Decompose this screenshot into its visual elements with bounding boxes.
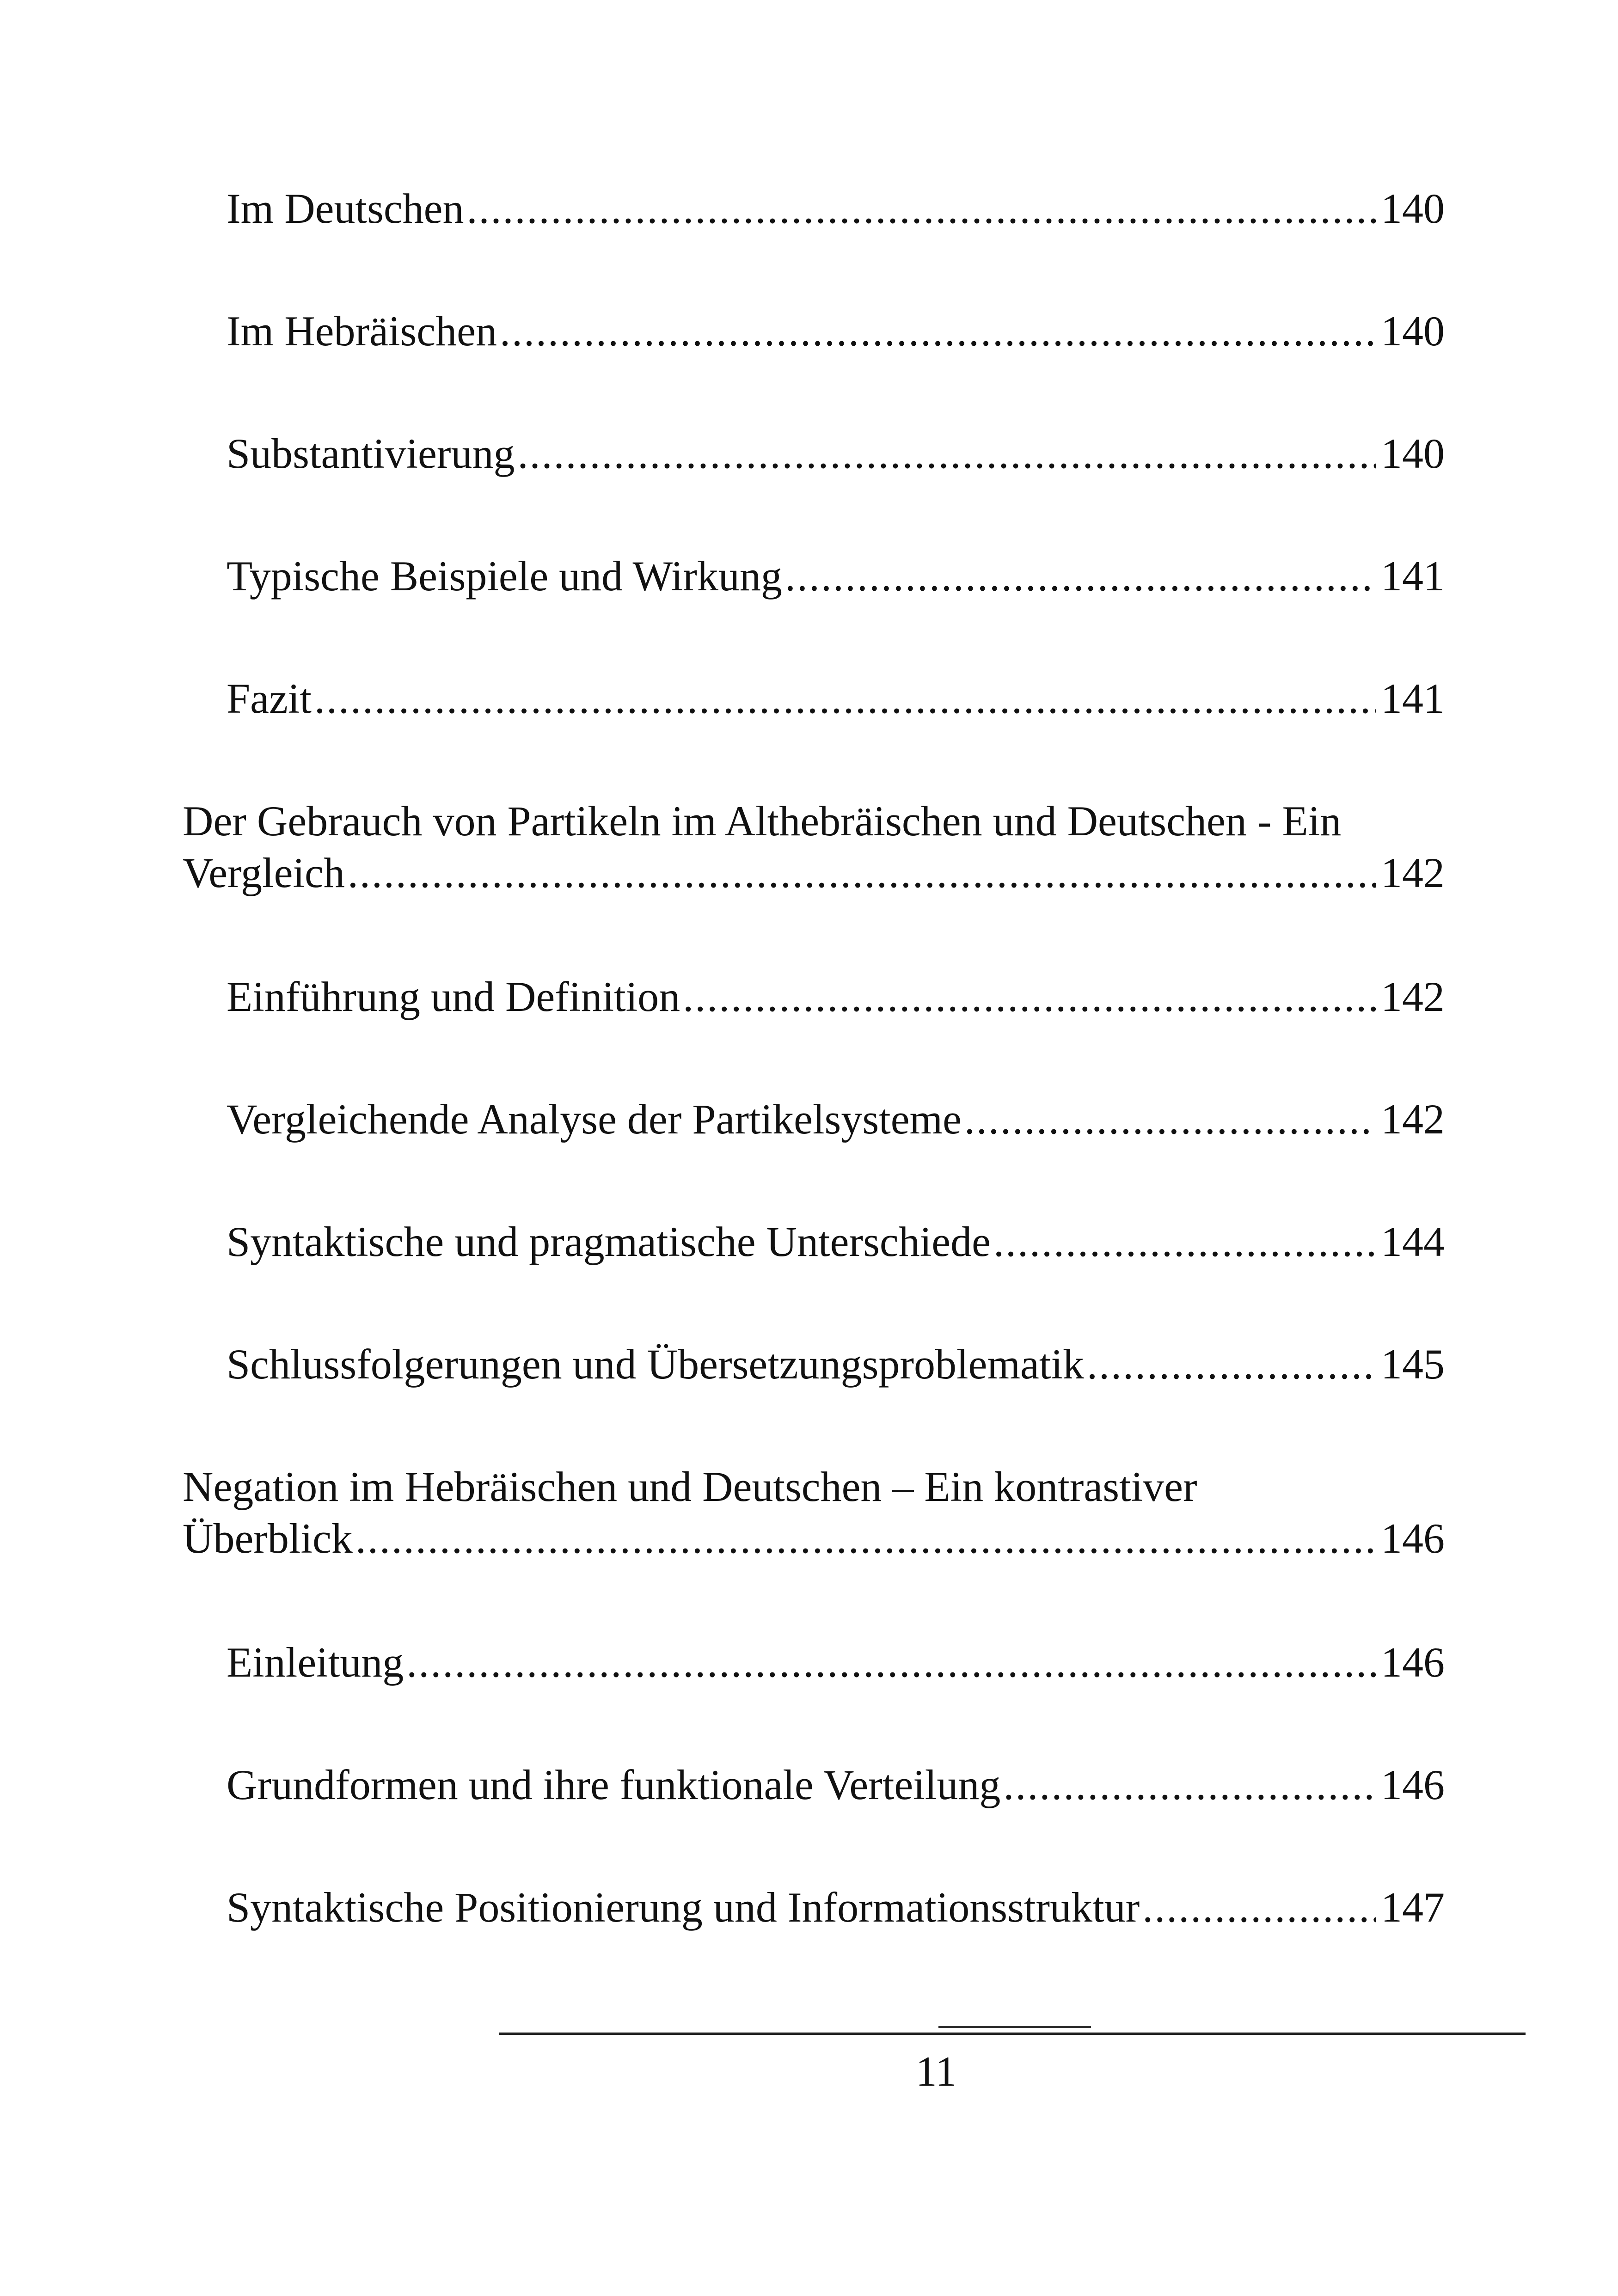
toc-entry-grundformen[interactable] bbox=[227, 1759, 1445, 1811]
page-number: 11 bbox=[915, 2048, 957, 2095]
dot-leader bbox=[314, 673, 1376, 724]
dot-leader bbox=[993, 1216, 1376, 1267]
toc-entry-schlussfolgerungen[interactable] bbox=[227, 1338, 1445, 1390]
toc-entry-typische-beispiele[interactable] bbox=[227, 550, 1445, 602]
toc-entry-title: Einführung und Definition bbox=[227, 973, 680, 1020]
dot-leader bbox=[467, 183, 1376, 234]
toc-entry-negation[interactable] bbox=[183, 1461, 1445, 1564]
toc-entry-title: Im Hebräischen bbox=[227, 307, 497, 355]
dot-leader bbox=[406, 1636, 1376, 1688]
toc-entry-page: 145 bbox=[1381, 1341, 1445, 1388]
toc-entry-title-line1: Der Gebrauch von Partikeln im Althebräischen und Deutschen - Ein bbox=[183, 797, 1342, 845]
toc-entry-syntaktische-positionierung[interactable] bbox=[227, 1881, 1445, 1933]
toc-entry-title: Schlussfolgerungen und Übersetzungsproblematik bbox=[227, 1341, 1084, 1388]
toc-entry-syntaktische-pragmatische[interactable] bbox=[227, 1216, 1445, 1267]
dot-leader bbox=[785, 550, 1376, 602]
table-of-contents bbox=[183, 0, 1445, 2080]
toc-entry-page: 140 bbox=[1381, 307, 1445, 355]
toc-entry-page: 140 bbox=[1381, 185, 1445, 232]
toc-entry-page: 147 bbox=[1381, 1884, 1445, 1931]
dot-leader bbox=[1142, 1881, 1376, 1933]
toc-entry-page: 142 bbox=[1381, 1096, 1445, 1143]
toc-entry-page: 144 bbox=[1381, 1218, 1445, 1265]
toc-entry-title: Vergleichende Analyse der Partikelsysteme bbox=[227, 1096, 962, 1143]
toc-entry-page: 140 bbox=[1381, 430, 1445, 477]
toc-entry-title-line2: Überblick bbox=[183, 1515, 353, 1562]
toc-entry-vergleichende-analyse[interactable] bbox=[227, 1093, 1445, 1145]
toc-entry-im-hebraeischen[interactable] bbox=[227, 305, 1445, 357]
dot-leader bbox=[518, 428, 1376, 479]
toc-entry-title: Einleitung bbox=[227, 1639, 404, 1686]
dot-leader bbox=[348, 847, 1376, 899]
toc-entry-title: Substantivierung bbox=[227, 430, 515, 477]
footer-divider bbox=[499, 2033, 1526, 2035]
toc-entry-title: Fazit bbox=[227, 675, 312, 722]
toc-entry-page: 146 bbox=[1381, 1761, 1445, 1808]
dot-leader bbox=[500, 305, 1376, 357]
toc-entry-einfuehrung[interactable] bbox=[227, 971, 1445, 1022]
dot-leader bbox=[355, 1512, 1376, 1564]
toc-entry-fazit[interactable] bbox=[227, 673, 1445, 724]
toc-entry-page: 142 bbox=[1381, 849, 1445, 896]
toc-entry-page: 141 bbox=[1381, 552, 1445, 600]
dot-leader bbox=[683, 971, 1376, 1022]
footer-ornament-rule bbox=[938, 2026, 1091, 2028]
toc-entry-title: Syntaktische Positionierung und Informationsstruktur bbox=[227, 1884, 1140, 1931]
toc-entry-substantivierung[interactable] bbox=[227, 428, 1445, 479]
dot-leader bbox=[1003, 1759, 1376, 1811]
toc-entry-title: Im Deutschen bbox=[227, 185, 464, 232]
toc-entry-title: Typische Beispiele und Wirkung bbox=[227, 552, 782, 600]
toc-entry-page: 141 bbox=[1381, 675, 1445, 722]
toc-entry-title-line2: Vergleich bbox=[183, 849, 345, 896]
toc-entry-gebrauch-von-partikeln[interactable] bbox=[183, 795, 1445, 899]
toc-entry-im-deutschen[interactable] bbox=[227, 183, 1445, 234]
toc-entry-title: Grundformen und ihre funktionale Verteilung bbox=[227, 1761, 1001, 1808]
toc-entry-title-line1: Negation im Hebräischen und Deutschen – Ein kontrastiver bbox=[183, 1463, 1197, 1510]
dot-leader bbox=[964, 1093, 1376, 1145]
toc-entry-page: 146 bbox=[1381, 1639, 1445, 1686]
dot-leader bbox=[1087, 1338, 1376, 1390]
toc-entry-einleitung[interactable] bbox=[227, 1636, 1445, 1688]
toc-entry-title: Syntaktische und pragmatische Unterschiede bbox=[227, 1218, 991, 1265]
toc-entry-page: 146 bbox=[1381, 1515, 1445, 1562]
toc-entry-page: 142 bbox=[1381, 973, 1445, 1020]
